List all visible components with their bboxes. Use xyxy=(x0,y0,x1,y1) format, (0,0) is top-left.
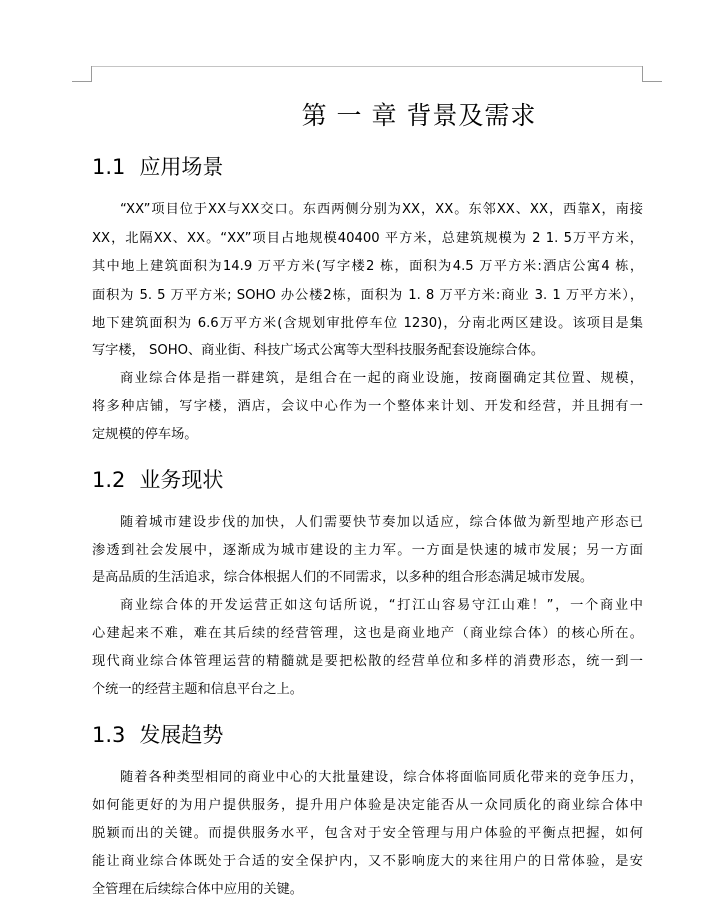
paragraph-line: 全管理在后续综合体中应用的关键。 xyxy=(92,882,303,897)
section-heading xyxy=(92,720,223,750)
section-number: 1.1 xyxy=(92,155,126,179)
section-title: 应用场景 xyxy=(139,155,224,179)
section-title: 发展趋势 xyxy=(139,723,224,747)
section-number: 1.2 xyxy=(92,468,126,492)
section-number: 1.3 xyxy=(92,723,126,747)
paragraph-line: 现代商业综合体管理运营的精髓就是要把松散的经营单位和多样的消费形态，统一到一 xyxy=(92,654,643,669)
paragraph-line: 其中地上建筑面积为14.9 万平方米(写字楼2 栋，面积为4.5 万平方米:酒店公寓4 栋， xyxy=(92,259,643,274)
paragraph-line: 定规模的停车场。 xyxy=(92,427,198,442)
paragraph-line: 随着城市建设步伐的加快，人们需要快节奏加以适应，综合体做为新型地产形态已 xyxy=(120,515,643,530)
margin-crop-mark xyxy=(642,66,643,82)
section-heading xyxy=(92,152,223,182)
margin-crop-mark xyxy=(91,66,92,82)
paragraph-line: XX，北隔XX、XX。“XX”项目占地规模40400 平方米，总建筑规模为 2 1. 5万平方米， xyxy=(92,231,643,246)
margin-crop-mark xyxy=(72,81,92,82)
paragraph-line: 如何能更好的为用户提供服务，提升用户体验是决定能否从一众同质化的商业综合体中 xyxy=(92,798,643,813)
paragraph-line: 个统一的经营主题和信息平台之上。 xyxy=(92,682,303,697)
section-title: 业务现状 xyxy=(139,468,224,492)
page-margin-line xyxy=(91,66,643,67)
paragraph-line: 是高品质的生活追求，综合体根据人们的不同需求，以多种的组合形态满足城市发展。 xyxy=(92,570,594,585)
section-heading xyxy=(92,465,223,495)
paragraph-line: 心建起来不难，难在其后续的经营管理，这也是商业地产（商业综合体）的核心所在。 xyxy=(92,626,643,641)
paragraph-line: 商业综合体是指一群建筑，是组合在一起的商业设施，按商圈确定其位置、规模， xyxy=(120,371,643,386)
paragraph-line: “XX”项目位于XX与XX交口。东西两侧分别为XX，XX。东邻XX、XX，西靠X，南接 xyxy=(120,202,643,217)
paragraph-line: 地下建筑面积为 6.6万平方米(含规划审批停车位 1230)，分南北两区建设。该项目是集 xyxy=(92,316,643,331)
paragraph-line: 能让商业综合体既处于合适的安全保护内，又不影响庞大的来往用户的日常体验，是安 xyxy=(92,854,643,869)
paragraph-line: 渗透到社会发展中，逐渐成为城市建设的主力军。一方面是快速的城市发展；另一方面 xyxy=(92,543,643,558)
chapter-title: 第 一 章 背景及需求 xyxy=(301,101,537,130)
paragraph-line: 写字楼， SOHO、商业街、科技广场式公寓等大型科技服务配套设施综合体。 xyxy=(92,343,545,358)
paragraph-line: 脱颖而出的关键。而提供服务水平，包含对于安全管理与用户体验的平衡点把握，如何 xyxy=(92,826,643,841)
paragraph-line: 随着各种类型相同的商业中心的大批量建设，综合体将面临同质化带来的竞争压力， xyxy=(120,770,643,785)
paragraph-line: 将多种店铺，写字楼，酒店，会议中心作为一个整体来计划、开发和经营，并且拥有一 xyxy=(92,399,643,414)
margin-crop-mark xyxy=(642,81,662,82)
paragraph-line: 商业综合体的开发运营正如这句话所说，“打江山容易守江山难！”，一个商业中 xyxy=(120,598,643,613)
paragraph-line: 面积为 5. 5 万平方米; SOHO 办公楼2栋，面积为 1. 8 万平方米:商业 3. 1 万平方米）， xyxy=(92,288,643,303)
